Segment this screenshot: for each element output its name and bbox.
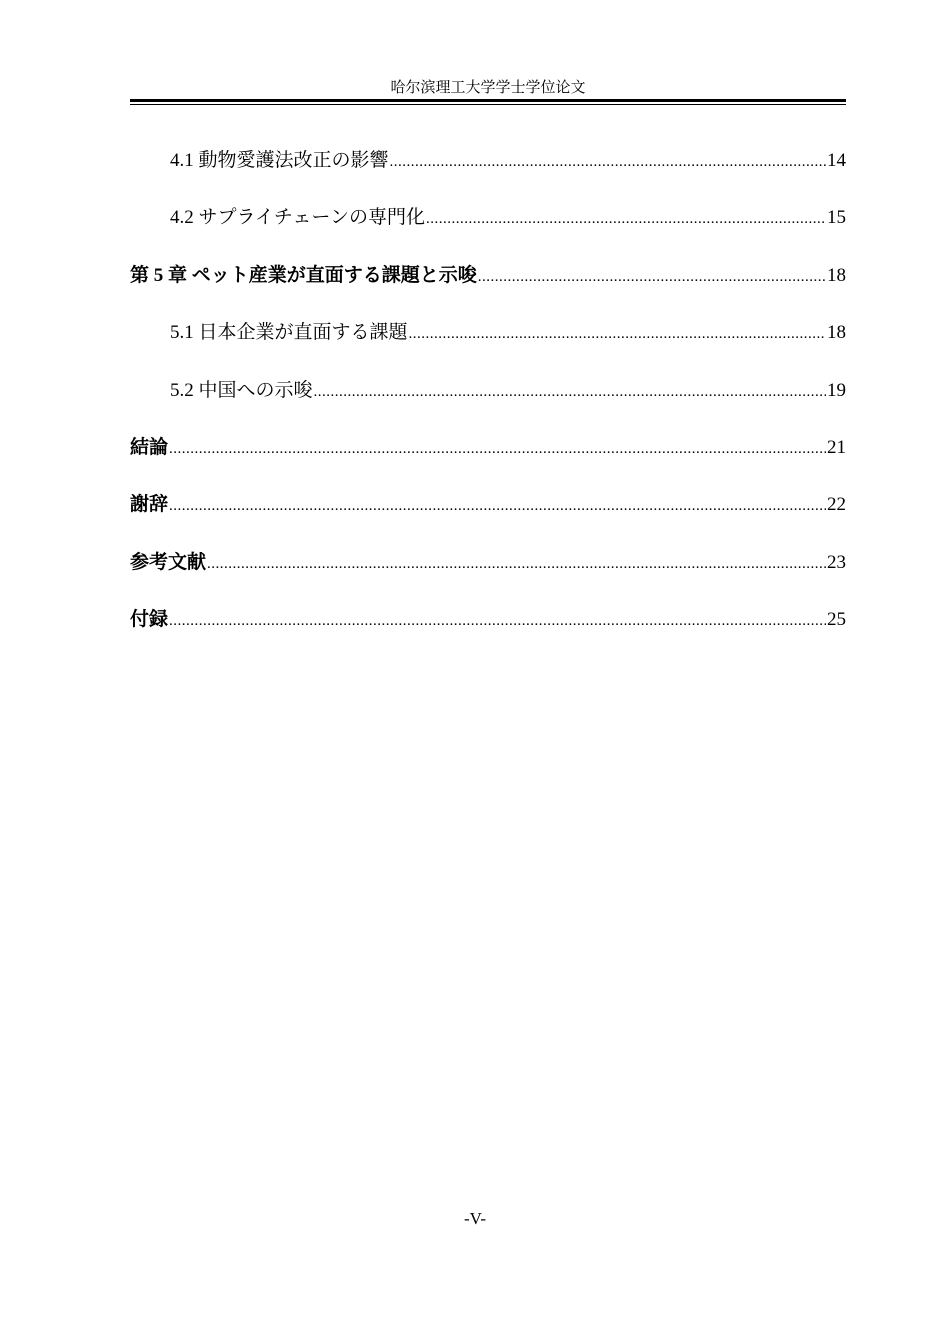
- toc-entry-title: 謝辞: [130, 494, 169, 516]
- toc-entry-conclusion[interactable]: [130, 433, 846, 490]
- toc-entry-page: 22: [827, 494, 846, 516]
- toc-entry-page: 18: [827, 322, 846, 344]
- toc-entry-page: 15: [827, 207, 846, 229]
- toc-entry-4-1[interactable]: [130, 146, 846, 203]
- page-header: 哈尔滨理工大学学士学位论文: [390, 80, 586, 96]
- toc-entry-page: 18: [827, 264, 846, 286]
- toc-dot-leader: [169, 434, 826, 464]
- toc-dot-leader: [169, 606, 826, 636]
- toc-entry-title: 5.2 中国への示唆: [170, 379, 313, 401]
- toc-entry-title: 4.1 動物愛護法改正の影響: [170, 150, 389, 171]
- toc-entry-title: 参考文献: [130, 551, 207, 573]
- page-number: -V-: [463, 1209, 487, 1228]
- toc-entry-5-1[interactable]: [130, 318, 846, 375]
- toc-entry-4-2[interactable]: [130, 203, 846, 260]
- table-of-contents: [130, 146, 846, 663]
- toc-dot-leader: [478, 262, 826, 292]
- toc-dot-leader: [314, 377, 826, 407]
- toc-entry-title: 第 5 章 ペット産業が直面する課題と示唆: [130, 264, 477, 286]
- toc-entry-acknowledgements[interactable]: [130, 490, 846, 547]
- toc-entry-title: 4.2 サプライチェーンの専門化: [170, 207, 425, 229]
- toc-entry-5-2[interactable]: [130, 376, 846, 433]
- toc-entry-page: 23: [827, 551, 846, 573]
- toc-entry-title: 結論: [130, 436, 169, 458]
- toc-entry-page: 21: [827, 436, 846, 458]
- toc-dot-leader: [207, 549, 826, 579]
- toc-dot-leader: [169, 491, 826, 521]
- header-rule-thin: [130, 104, 846, 105]
- toc-dot-leader: [409, 319, 826, 349]
- toc-entry-references[interactable]: [130, 548, 846, 605]
- toc-entry-title: 付録: [130, 609, 169, 631]
- toc-entry-appendix[interactable]: [130, 605, 846, 662]
- toc-entry-page: 19: [827, 379, 846, 401]
- toc-entry-title: 5.1 日本企業が直面する課題: [170, 322, 408, 344]
- toc-entry-chapter-5[interactable]: [130, 261, 846, 318]
- header-rule-thick: [130, 99, 846, 102]
- toc-dot-leader: [390, 147, 826, 177]
- toc-dot-leader: [426, 204, 826, 234]
- toc-entry-page: 25: [827, 609, 846, 631]
- toc-entry-page: 14: [827, 150, 846, 171]
